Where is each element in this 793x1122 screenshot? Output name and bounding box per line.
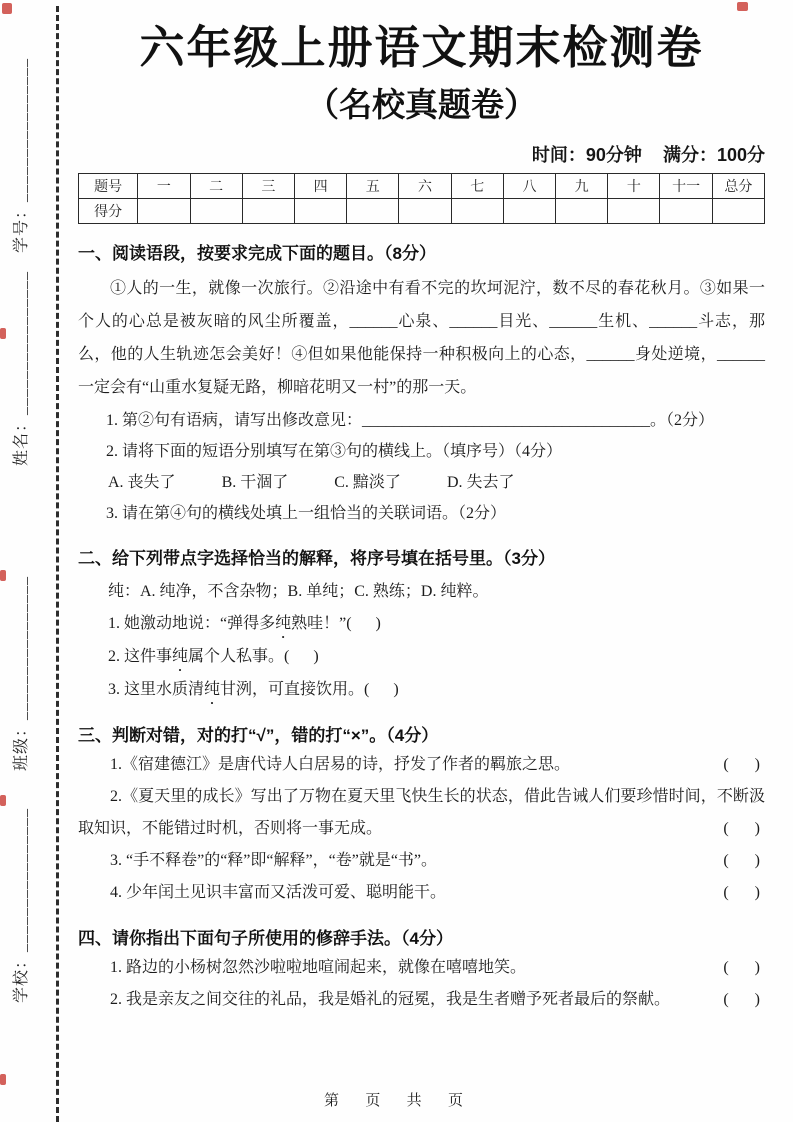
section-2-word-meaning bbox=[78, 547, 765, 706]
score-col: 七 bbox=[451, 174, 503, 199]
answer-bracket: ( ) bbox=[723, 884, 761, 902]
section-1-reading bbox=[78, 242, 765, 529]
item-text: 甘洌，可直接饮用。( ) bbox=[220, 680, 399, 698]
section-1-heading: 一、阅读语段，按要求完成下面的题目。（8分） bbox=[78, 244, 436, 264]
section-2-heading: 二、给下列带点字选择恰当的解释，将序号填在括号里。（3分） bbox=[78, 549, 555, 569]
section-1-q1: 1. 第②句有语病，请写出修改意见：____________________________________。（2分） bbox=[106, 411, 715, 429]
exam-meta bbox=[78, 141, 765, 167]
item-text: 2. 这件事 bbox=[108, 647, 173, 665]
student-school-blank: 学校：________________ bbox=[13, 807, 30, 1003]
answer-bracket: ( ) bbox=[723, 756, 761, 774]
score-col: 四 bbox=[294, 174, 346, 199]
student-class-blank: 班级：________________ bbox=[13, 575, 30, 771]
score-table-score-row bbox=[79, 199, 765, 224]
section-2-item-3 bbox=[78, 674, 765, 707]
answer-bracket: ( ) bbox=[723, 820, 761, 838]
section-1-q2: 2. 请将下面的短语分别填写在第③句的横线上。（填序号）（4分） bbox=[106, 442, 563, 460]
score-table-corner: 题号 bbox=[79, 174, 138, 199]
score-col: 十 bbox=[608, 174, 660, 199]
score-col: 一 bbox=[138, 174, 190, 199]
section-2-definitions: 纯：A. 纯净，不含杂物；B. 单纯；C. 熟练；D. 纯粹。 bbox=[108, 582, 489, 600]
score-col: 三 bbox=[242, 174, 294, 199]
section-3-item-1 bbox=[78, 749, 765, 781]
score-col: 八 bbox=[503, 174, 555, 199]
section-4-item-2 bbox=[78, 984, 765, 1016]
section-2-item-1 bbox=[78, 608, 765, 641]
item-text: 2.《夏天里的成长》写出了万物在夏天里飞快生长的状态，借此告诫人们要珍惜时间，不断汲取知识，不能错过时机，否则将一事无成。 bbox=[78, 788, 765, 838]
score-col: 九 bbox=[556, 174, 608, 199]
score-table bbox=[78, 173, 765, 224]
dotted-character: 纯 bbox=[204, 680, 221, 698]
item-text: 1.《宿建德江》是唐代诗人白居易的诗，抒发了作者的羁旅之思。 bbox=[110, 756, 571, 774]
item-text: 2. 我是亲友之间交往的礼品，我是婚礼的冠冕，我是生者赠予死者最后的祭献。 bbox=[110, 990, 671, 1008]
answer-bracket: ( ) bbox=[723, 990, 761, 1008]
score-col: 五 bbox=[347, 174, 399, 199]
section-3-true-false bbox=[78, 724, 765, 909]
score-cell-empty bbox=[712, 199, 764, 224]
item-text: 熟哇！”( ) bbox=[291, 614, 381, 632]
score-cell-empty bbox=[242, 199, 294, 224]
student-name-blank: 姓名：________________ bbox=[13, 270, 30, 466]
exam-full-score: 满分：100分 bbox=[662, 145, 765, 166]
section-1-q3: 3. 请在第④句的横线处填上一组恰当的关联词语。（2分） bbox=[106, 505, 507, 523]
score-cell-empty bbox=[399, 199, 451, 224]
section-2-item-2 bbox=[78, 641, 765, 674]
item-text: 属个人私事。( ) bbox=[188, 647, 319, 665]
section-3-heading: 三、判断对错，对的打“√”，错的打“×”。（4分） bbox=[78, 726, 439, 746]
page-footer bbox=[0, 1089, 793, 1110]
score-col: 总分 bbox=[712, 174, 764, 199]
score-cell-empty bbox=[347, 199, 399, 224]
answer-bracket: ( ) bbox=[723, 852, 761, 870]
section-1-passage: ①人的一生，就像一次旅行。②沿途中有看不完的坎坷泥泞，数不尽的春花秋月。③如果一个人的心总是被灰暗的风尘所覆盖，______心泉、______目光、______生机、______斗志，那么，他的人生轨迹怎会美好！④但如果他能保持一种积极向上的心态，______身处逆境，______一定会有“山重水复疑无路，柳暗花明又一村”的那一天。 bbox=[78, 279, 765, 396]
section-3-item-2 bbox=[78, 781, 765, 845]
exam-title: 六年级上册语文期末检测卷 bbox=[139, 22, 704, 73]
score-cell-empty bbox=[660, 199, 712, 224]
score-cell-empty bbox=[556, 199, 608, 224]
item-text: 3. 这里水质清 bbox=[108, 680, 205, 698]
red-scan-mark bbox=[0, 1074, 6, 1085]
dotted-character: 纯 bbox=[275, 614, 292, 632]
exam-content bbox=[78, 20, 765, 1016]
red-scan-mark bbox=[2, 3, 12, 14]
section-4-heading: 四、请你指出下面句子所使用的修辞手法。（4分） bbox=[78, 929, 453, 949]
score-col: 十一 bbox=[660, 174, 712, 199]
option-b: B. 干涸了 bbox=[221, 473, 289, 491]
score-col: 六 bbox=[399, 174, 451, 199]
item-text: 1. 路边的小杨树忽然沙啦啦地喧闹起来，就像在嘻嘻地笑。 bbox=[110, 958, 527, 976]
score-cell-empty bbox=[503, 199, 555, 224]
red-scan-mark bbox=[0, 570, 6, 581]
score-row-label: 得分 bbox=[79, 199, 138, 224]
dotted-character: 纯 bbox=[172, 647, 189, 665]
score-table-header-row bbox=[79, 174, 765, 199]
score-cell-empty bbox=[138, 199, 190, 224]
red-scan-mark bbox=[737, 2, 748, 11]
option-c: C. 黯淡了 bbox=[334, 473, 401, 491]
score-cell-empty bbox=[608, 199, 660, 224]
section-4-item-1 bbox=[78, 952, 765, 984]
score-cell-empty bbox=[294, 199, 346, 224]
section-1-q2-options bbox=[78, 467, 765, 498]
student-id-blank: 学号：________________ bbox=[13, 57, 30, 253]
score-col: 二 bbox=[190, 174, 242, 199]
binding-dashed-line bbox=[56, 6, 59, 1122]
section-4-rhetoric bbox=[78, 927, 765, 1016]
score-cell-empty bbox=[451, 199, 503, 224]
option-d: D. 失去了 bbox=[446, 473, 515, 491]
score-cell-empty bbox=[190, 199, 242, 224]
exam-subtitle: （名校真题卷） bbox=[306, 86, 537, 124]
red-scan-mark bbox=[0, 328, 6, 339]
section-3-item-4 bbox=[78, 877, 765, 909]
exam-time: 时间：90分钟 bbox=[531, 145, 642, 166]
item-text: 1. 她激动地说：“弹得多 bbox=[108, 614, 276, 632]
section-3-item-3 bbox=[78, 845, 765, 877]
item-text: 3. “手不释卷”的“释”即“解释”，“卷”就是“书”。 bbox=[110, 852, 438, 870]
page-number-text: 第 页 共 页 bbox=[323, 1092, 469, 1109]
option-a: A. 丧失了 bbox=[108, 473, 176, 491]
answer-bracket: ( ) bbox=[723, 958, 761, 976]
red-scan-mark bbox=[0, 795, 6, 806]
item-text: 4. 少年闰土见识丰富而又活泼可爱、聪明能干。 bbox=[110, 884, 447, 902]
